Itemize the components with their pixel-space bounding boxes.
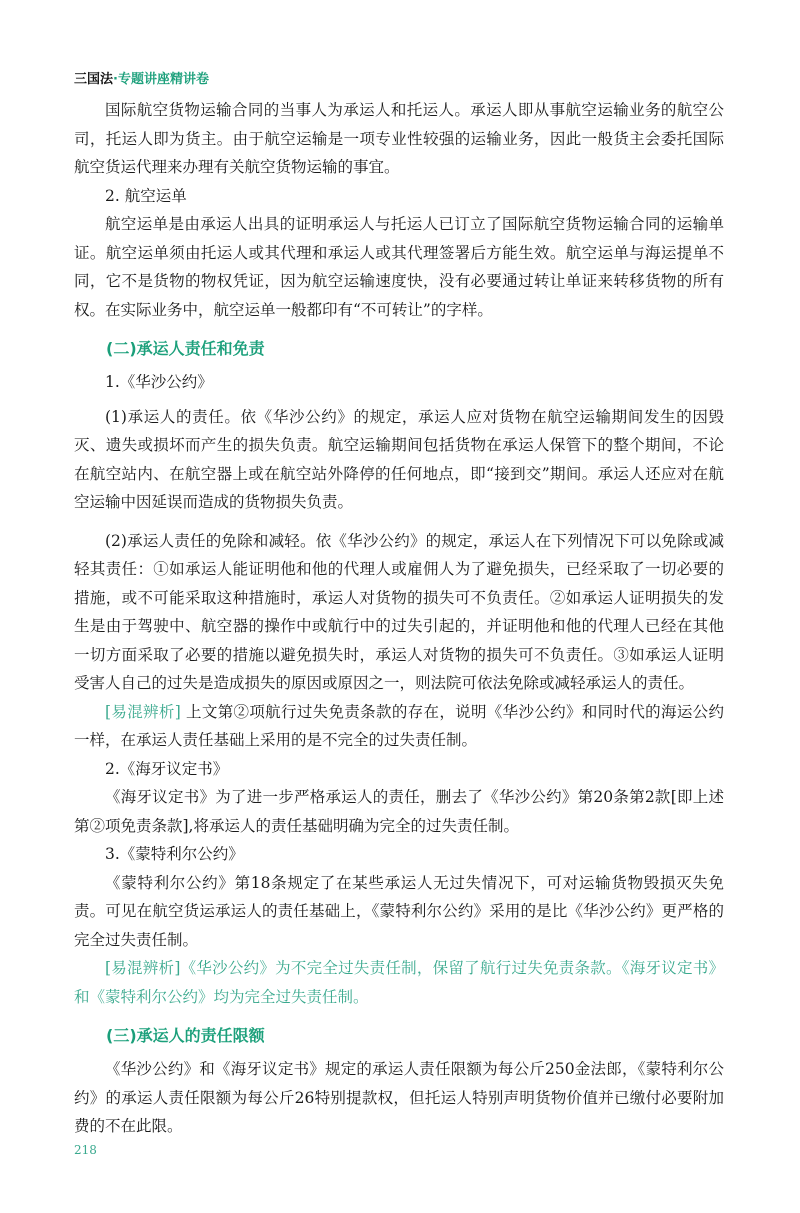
running-header bbox=[74, 68, 209, 87]
note-tag: [易混辨析] bbox=[105, 702, 181, 721]
paragraph-montreal: 《蒙特利尔公约》第18条规定了在某些承运人无过失情况下，可对运输货物毁损灭失免责。可见在航空货运承运人的责任基础上，《蒙特利尔公约》采用的是比《华沙公约》更严格的完全过失责任制。 bbox=[74, 873, 724, 949]
subheading-air-waybill: 2. 航空运单 bbox=[105, 186, 187, 205]
subheading-hague: 2.《海牙议定书》 bbox=[105, 759, 229, 778]
paragraph-carrier-liability: (1)承运人的责任。依《华沙公约》的规定，承运人应对货物在航空运输期间发生的因毁灭、遗失或损坏而产生的损失负责。航空运输期间包括货物在承运人保管下的整个期间，不论在航空站内、在航空器上或在航空站外降停的任何地点，即“接到交”期间。承运人还应对在航空运输中因延误而造成的货物损失负责。 bbox=[74, 407, 724, 511]
section-title-limit: (三)承运人的责任限额 bbox=[106, 1026, 265, 1045]
page-number: 218 bbox=[74, 1143, 97, 1157]
note-confusion-1 bbox=[74, 698, 724, 755]
paragraph-exemption: (2)承运人责任的免除和减轻。依《华沙公约》的规定，承运人在下列情况下可以免除或减轻其责任：①如承运人能证明他和他的代理人或雇佣人为了避免损失，已经采取了一切必要的措施，或不可能采取这种措施时，承运人对货物的损失可不负责任。②如承运人证明损失的发生是由于驾驶中、航空器的操作中或航行中的过失引起的，并证明他和他的代理人已经在其他一切方面采取了必要的措施以避免损失时，承运人对货物的损失可不负责任。③如承运人证明受害人自己的过失是造成损失的原因或原因之一，则法院可依法免除或减轻承运人的责任。 bbox=[74, 531, 724, 692]
header-separator: · bbox=[113, 72, 118, 87]
subheading-montreal: 3.《蒙特利尔公约》 bbox=[105, 845, 244, 863]
note-tag: [易混辨析] bbox=[105, 959, 181, 977]
paragraph-parties: 国际航空货物运输合同的当事人为承运人和托运人。承运人即从事航空运输业务的航空公司，托运人即为货主。由于航空运输是一项专业性较强的运输业务，因此一般货主会委托国际航空货运代理来办理有关航空货物运输的事宜。 bbox=[74, 101, 724, 176]
paragraph-liability-limit: 《华沙公约》和《海牙议定书》规定的承运人责任限额为每公斤250金法郎，《蒙特利尔公约》的承运人责任限额为每公斤26特别提款权，但托运人特别声明货物价值并已缴付必要附加费的不在此限。 bbox=[74, 1060, 724, 1135]
note-text: 《华沙公约》为不完全过失责任制，保留了航行过失免责条款。《海牙议定书》和《蒙特利尔公约》均为完全过失责任制。 bbox=[74, 959, 724, 1006]
paragraph-hague: 《海牙议定书》为了进一步严格承运人的责任，删去了《华沙公约》第20条第2款[即上述第②项免责条款],将承运人的责任基础明确为完全的过失责任制。 bbox=[74, 788, 724, 835]
section-title-liability: (二)承运人责任和免责 bbox=[106, 339, 265, 358]
subheading-warsaw: 1.《华沙公约》 bbox=[105, 373, 213, 391]
page-content bbox=[74, 96, 724, 1141]
paragraph-air-waybill: 航空运单是由承运人出具的证明承运人与托运人已订立了国际航空货物运输合同的运输单证。航空运单须由托运人或其代理和承运人或其代理签署后方能生效。航空运单与海运提单不同，它不是货物的物权凭证，因为航空运输速度快，没有必要通过转让单证来转移货物的所有权。在实际业务中，航空运单一般都印有“不可转让”的字样。 bbox=[74, 215, 724, 319]
series-title: 专题讲座精讲卷 bbox=[117, 72, 209, 87]
note-text: 上文第②项航行过失免责条款的存在，说明《华沙公约》和同时代的海运公约一样，在承运人责任基础上采用的是不完全的过失责任制。 bbox=[74, 702, 724, 749]
book-title: 三国法 bbox=[74, 72, 114, 87]
note-confusion-2 bbox=[74, 954, 724, 1011]
